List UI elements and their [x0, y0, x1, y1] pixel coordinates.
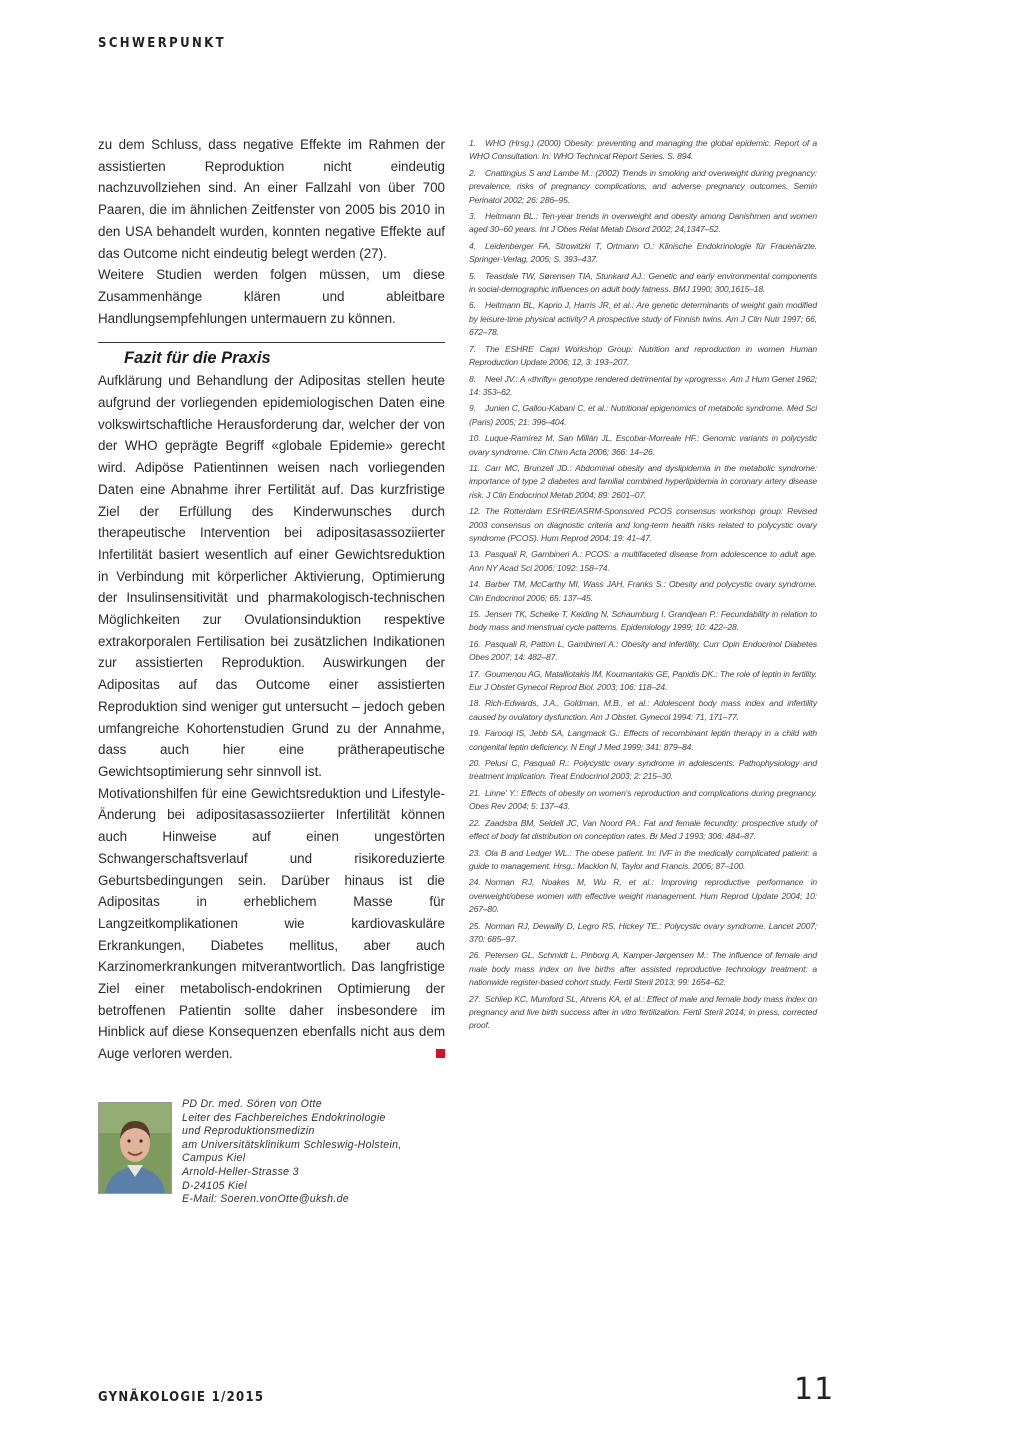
reference-item — [469, 299, 817, 339]
page-number: 11 — [794, 1372, 835, 1407]
body-paragraph — [98, 783, 445, 1065]
main-text-column — [98, 134, 445, 1065]
body-paragraph: zu dem Schluss, dass negative Effekte im Rahmen der assistierten Reproduktion nicht eindeutig nachzuvollziehen sind. An einer Fallzahl von über 700 Paaren, die im ähnlichen Zeitfenster von 2005 bis 2010 in den USA behandelt wurden, konnten negative Effekte auf das Outcome nicht eindeutig belegt werden (27). — [98, 137, 445, 261]
reference-item — [469, 402, 817, 429]
reference-text: Cnattingius S and Lambe M.: (2002) Trends in smoking and overweight during pregnancy: prevalence, risks of pregnancy complications, and adverse pregnancy outcomes. Semin Perinatol 2002; 26: 286–95. — [469, 167, 817, 205]
reference-item — [469, 432, 817, 459]
reference-text: Jensen TK, Scheike T, Keiding N, Schaumburg I, Grandjean P.: Fecundability in relation to body mass and menstrual cycle patterns. Epidemiology 1999; 10: 422–28. — [469, 609, 817, 633]
reference-item — [469, 608, 817, 635]
reference-item — [469, 727, 817, 754]
reference-text: Rich-Edwards, J.A., Goldman, M.B., et al.: Adolescent body mass index and infertility caused by ovulatory dysfunction. Am J Obstet. Gynecol 1994: 71, 171–77. — [469, 698, 817, 722]
reference-item — [469, 668, 817, 695]
reference-number: 1. — [469, 138, 476, 148]
author-info — [182, 1098, 452, 1207]
reference-item — [469, 787, 817, 814]
reference-text: Farooqi IS, Jebb SA, Langmack G.: Effects of recombinant leptin therapy in a child with congenital leptin deficiency. N Engl J Med 1999; 341: 879–84. — [469, 728, 817, 752]
reference-text: Schliep KC, Mumford SL, Ahrens KA, et al.: Effect of male and female body mass index on pregnancy and live birth success after in vitro fertilization. Fertil Steril 2014; in press, corrected proof. — [469, 993, 817, 1031]
reference-number: 13. — [469, 549, 481, 560]
reference-item — [469, 578, 817, 605]
reference-number: 25. — [469, 920, 481, 931]
author-photo — [98, 1102, 172, 1194]
author-address-line: D-24105 Kiel — [182, 1179, 247, 1192]
reference-item — [469, 462, 817, 502]
reference-text: The ESHRE Capri Workshop Group: Nutrition and reproduction in women Human Reproduction Update 2006; 12, 3: 193–207. — [469, 343, 817, 368]
portrait-image — [99, 1103, 171, 1193]
reference-number: 27. — [469, 993, 481, 1004]
reference-number: 5. — [469, 270, 476, 281]
journal-issue: GYNÄKOLOGIE 1/2015 — [98, 1390, 265, 1405]
reference-text: WHO (Hrsg.) (2000) Obesity: preventing and managing the global epidemic. Report of a WHO Consultation. In: WHO Technical Report Series. S. 894. — [469, 138, 817, 162]
reference-item — [469, 993, 817, 1033]
author-affiliation-line: am Universitätsklinikum Schleswig-Holstein, — [182, 1138, 402, 1151]
reference-item — [469, 270, 817, 297]
reference-number: 21. — [469, 787, 481, 798]
reference-number: 9. — [469, 403, 476, 414]
section-title: Fazit für die Praxis — [124, 349, 271, 368]
reference-text: Heitmann BL, Kaprio J, Harris JR, et al.: Are genetic determinants of weight gain modified by leisure-time physical activity? A prospective study of Finnish twins. Am J Clin Nutr 1997; 66, 672–78. — [469, 300, 817, 338]
reference-item — [469, 505, 817, 545]
reference-text: Norman RJ, Noakes M, Wu R, et al.: Improving reproductive performance in overweight/obese women with effective weight management. Hum Reprod Update 2004; 10: 267–80. — [469, 877, 817, 915]
author-name: PD Dr. med. Sören von Otte — [182, 1098, 322, 1110]
reference-item — [469, 697, 817, 724]
reference-text: Junien C, Gallou-Kabani C, et al.: Nutritional epigenomics of metabolic syndrome. Med Sci (Paris) 2005; 21: 396–404. — [469, 403, 817, 427]
reference-text: Ola B and Ledger WL.: The obese patient. In: IVF in the medically complicated patient: a guide to management. Hrsg.: Macklon N, Taylor and Francis. 2005; 87–100. — [469, 847, 817, 871]
reference-text: Carr MC, Brunzell JD.: Abdominal obesity and dyslipidemia in the metabolic syndrome: importance of type 2 diabetes and familial combined hyperlipidemia in coronary artery disease risk. J Clin Endocrinol Metab 2004; 89: 2601–07. — [469, 462, 817, 500]
reference-number: 26. — [469, 950, 481, 961]
reference-text: Teasdale TW, Sørensen TIA, Stunkard AJ.: Genetic and early environmental components in social-demographic influences on adult body fatness. BMJ 1990; 300,1615–18. — [469, 270, 817, 295]
reference-number: 4. — [469, 240, 476, 251]
section-header: SCHWERPUNKT — [98, 36, 226, 51]
author-email: E-Mail: Soeren.vonOtte@uksh.de — [182, 1193, 349, 1206]
author-affiliation-line: und Reproduktionsmedizin — [182, 1125, 315, 1138]
body-paragraph: Weitere Studien werden folgen müssen, um diese Zusammenhänge klären und ableitbare Handlungsempfehlungen untermauern zu können. — [98, 267, 445, 326]
reference-text: Barber TM, McCarthy MI, Wass JAH, Franks S.: Obesity and polycystic ovary syndrome. Clin Endocrinol 2006; 65: 137–45. — [469, 579, 817, 603]
reference-number: 22. — [469, 817, 481, 828]
reference-item — [469, 137, 817, 164]
reference-text: Leidenberger FA, Strowitzki T, Ortmann O.: Klinische Endokrinologie für Frauenärzte. Springer-Verlag, 2005; S. 393–437. — [469, 240, 817, 265]
reference-item — [469, 876, 817, 916]
reference-number: 6. — [469, 300, 476, 311]
reference-number: 19. — [469, 728, 481, 739]
reference-item — [469, 847, 817, 874]
reference-text: Pasquali R, Patton L, Gambineri A.: Obesity and infertility. Curr Opin Endocrinol Diabetes Obes 2007; 14: 482–87. — [469, 638, 817, 663]
reference-number: 23. — [469, 847, 481, 858]
reference-number: 7. — [469, 343, 476, 354]
author-affiliation-line: Leiter des Fachbereiches Endokrinologie — [182, 1111, 386, 1124]
reference-number: 11. — [469, 462, 480, 473]
reference-item — [469, 920, 817, 947]
reference-text: The Rotterdam ESHRE/ASRM-Sponsored PCOS consensus workshop group: Revised 2003 consensus on diagnostic criteria and long-term health risks related to polycystic ovary syndrome (PCOS). Hum Reprod 2004: 19: 41–47. — [469, 506, 817, 543]
reference-item — [469, 548, 817, 575]
reference-item — [469, 373, 817, 400]
reference-number: 10. — [469, 433, 481, 444]
reference-item — [469, 817, 817, 844]
reference-text: Luque-Ramírez M, San Millán JL, Escobar-Morreale HF.: Genomic variants in polycystic ovary syndrome. Clin Chim Acta 2006; 366: 14–26. — [469, 433, 817, 457]
reference-text: Pasquali R, Gambineri A.: PCOS: a multifaceted disease from adolescence to adult age. Ann NY Acad Sci 2006; 1092: 158–74. — [469, 549, 817, 573]
reference-item — [469, 757, 817, 784]
reference-number: 3. — [469, 211, 476, 222]
reference-text: Linne' Y.: Effects of obesity on women's reproduction and complications during pregnancy. Obes Rev 2004; 5: 137–43. — [469, 787, 817, 812]
section-divider — [98, 342, 445, 343]
reference-text: Zaadstra BM, Seidell JC, Van Noord PA.: Fat and female fecundity: prospective study of effect of body fat distribution on conception rates. Br Med J 1993; 306: 484–87. — [469, 817, 817, 842]
article-end-mark — [436, 1049, 445, 1058]
reference-number: 20. — [469, 758, 481, 769]
reference-text: Heitmann BL.: Ten-year trends in overweight and obesity among Danishmen and women aged 30–60 years. Int J Obes Relat Metab Disord 2002; 24,1347–52. — [469, 211, 817, 235]
reference-number: 15. — [469, 609, 481, 619]
reference-number: 8. — [469, 373, 476, 384]
reference-number: 12. — [469, 506, 481, 517]
reference-item — [469, 167, 817, 207]
reference-number: 16. — [469, 638, 481, 649]
reference-item — [469, 210, 817, 237]
paragraph-text: Motivationshilfen für eine Gewichtsreduktion und Lifestyle-Änderung bei adipositasassoziierter Infertilität können auch Hinweise auf einen ungestörten Schwangerschaftsverlauf und risikoreduzierte Geburtsbedingungen sein. Darüber hinaus ist die Adipositas in erheblichem Masse für Langzeitkomplikationen wie kardiovaskuläre Erkrankungen, Diabetes mellitus, aber auch Karzinomerkrankungen mitverantwortlich. Das langfristige Ziel einer metabolisch-endokrinen Optimierung der betroffenen Patientin sollte daher insbesondere im Hinblick auf diese Konsequenzen ebenfalls nicht aus dem Auge verloren werden. — [98, 785, 445, 1062]
reference-text: Goumenou AG, Matalliotakis IM, Koumantakis GE, Panidis DK.: The role of leptin in fertility. Eur J Obstet Gynecol Reprod Biol. 2003; 106: 118–24. — [469, 668, 817, 693]
reference-number: 18. — [469, 698, 481, 709]
reference-number: 2. — [469, 167, 476, 178]
reference-item — [469, 638, 817, 665]
body-paragraph: Aufklärung und Behandlung der Adipositas stellen heute aufgrund der vorliegenden epidemiologischen Daten eine volkswirtschaftliche Herausforderung dar, welcher der von der WHO geprägte Begriff «globale Epidemie» gerecht wird. Adipöse Patientinnen weisen nach vorliegenden Daten eine Abnahme ihrer Fertilität auf. Das kurzfristige Ziel der Erfüllung des Kinderwunsches durch therapeutische Intervention bei adipositasassoziierter Infertilität basiert wesentlich auf einer Gewichtsreduktion in Verbindung mit körperlicher Aktivierung, Optimierung der Insulinsensitivität und pharmakologisch-technischen Möglichkeiten zur Ovulationsinduktion respektive extrakorporalen Fertilisation bei zusätzlichen Indikationen zur assistierten Reproduktion. Auswirkungen der Adipositas auf das Outcome einer assistierten Reproduktion sind weniger gut untersucht – jedoch geben umfangreiche Kohortenstudien Grund zu der Annahme, dass auch hier eine prätherapeutische Gewichtsoptimierung sehr sinnvoll ist. — [98, 373, 445, 779]
reference-number: 14. — [469, 579, 481, 590]
reference-number: 17. — [469, 668, 481, 679]
reference-item — [469, 343, 817, 370]
author-affiliation-line: Campus Kiel — [182, 1152, 246, 1165]
reference-text: Pelusi C, Pasquali R.: Polycystic ovary syndrome in adolescents. Pathophysiology and treatment implication. Treat Endocrinol 2003; 2: 215–30. — [469, 758, 817, 782]
author-address-line: Arnold-Heller-Strasse 3 — [182, 1165, 299, 1178]
reference-text: Petersen GL, Schmidt L, Pinborg A, Kamper-Jørgensen M.: The influence of female and male body mass index on live births after assisted reproductive technology treatment: a nationwide register-based cohort study. Fertil Steril 2013; 99: 1654–62. — [469, 950, 817, 988]
reference-list — [469, 137, 817, 1036]
reference-item — [469, 240, 817, 267]
reference-number: 24. — [469, 877, 481, 888]
reference-item — [469, 949, 817, 989]
reference-text: Norman RJ, Dewailly D, Legro RS, Hickey TE.: Polycystic ovary syndrome. Lancet 2007; 370: 685–97. — [469, 920, 817, 944]
reference-text: Neel JV.: A «thrifty» genotype rendered detrimental by «progress». Am J Hum Genet 1962; 14: 353–62. — [469, 373, 817, 397]
